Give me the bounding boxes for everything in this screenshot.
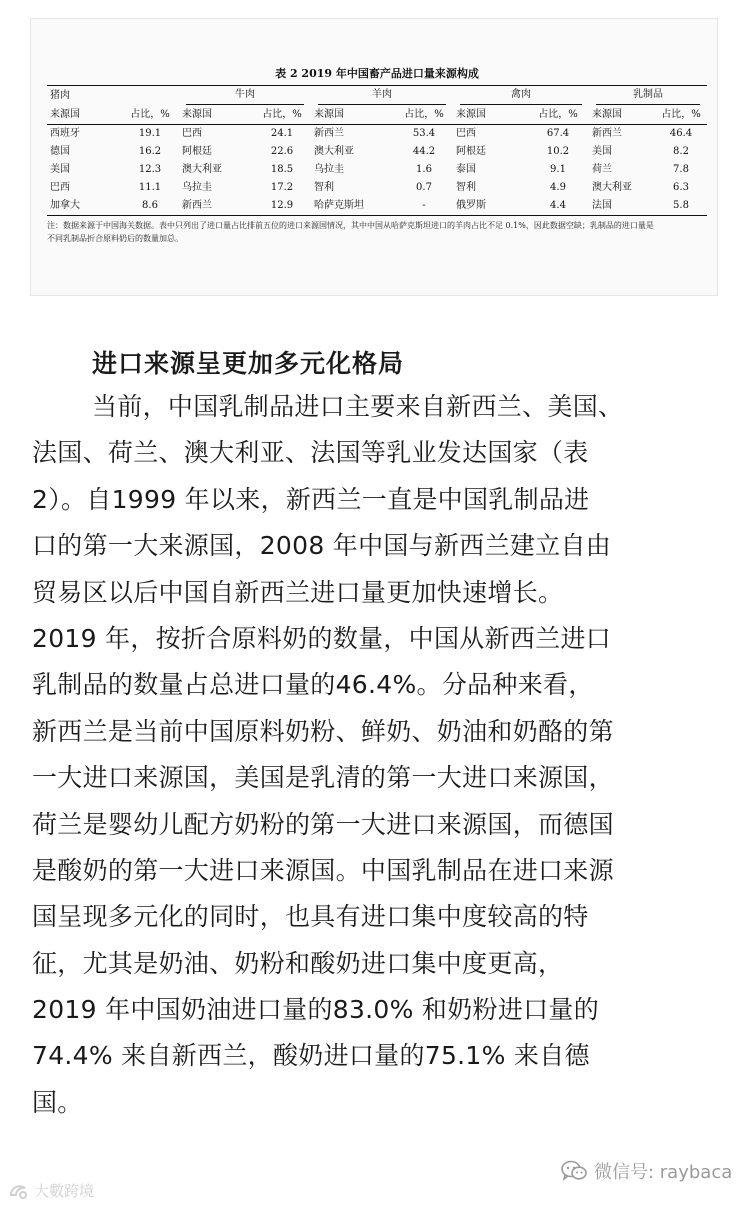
table-row <box>47 161 707 179</box>
category-beef: 牛肉 <box>186 86 304 105</box>
table-cell: 俄罗斯 <box>453 197 527 216</box>
table-cell: 阿根廷 <box>456 146 486 157</box>
table-wrapper <box>47 67 707 245</box>
sub-header-row <box>47 105 707 125</box>
paragraph-line: 国。 <box>32 1087 83 1117</box>
col-header: 来源国 <box>589 105 655 125</box>
table-cell: 17.2 <box>270 182 294 193</box>
table-cell: 7.8 <box>673 164 689 175</box>
table-cell: 18.5 <box>270 164 294 175</box>
paragraph-line: 乳制品的数量占总进口量的46.4%。分品种来看， <box>32 670 594 700</box>
paragraph-line: 贸易区以后中国自新西兰进口量更加快速增长。 <box>32 577 564 607</box>
table-cell: 巴西 <box>456 128 476 139</box>
col-header: 来源国 <box>179 105 253 125</box>
table-cell: 乌拉圭 <box>182 182 212 193</box>
wechat-icon <box>560 1159 588 1183</box>
col-header: 占比，% <box>655 105 707 125</box>
table-cell: 67.4 <box>546 128 570 139</box>
table-cell: 德国 <box>50 146 70 157</box>
table-cell: 澳大利亚 <box>314 146 354 157</box>
table-cell: 澳大利亚 <box>592 182 632 193</box>
table-cell: 11.1 <box>138 182 162 193</box>
table-cell: 8.6 <box>121 197 179 216</box>
source-watermark <box>8 1180 94 1201</box>
table-cell: 哈萨克斯坦 <box>311 197 395 216</box>
paragraph-line: 2019 年中国奶油进口量的83.0% 和奶粉进口量的 <box>32 995 600 1025</box>
table-note-line: 注：数据来源于中国海关数据。表中只列出了进口量占比排前五位的进口来源国情况，其中中国从哈萨克斯坦进口的羊肉占比不足 0.1%，因此数据空缺；乳制品的进口量是 <box>47 221 654 230</box>
table-cell: 5.8 <box>655 197 707 216</box>
table-row <box>47 179 707 197</box>
table-note <box>47 219 707 245</box>
table-cell: 24.1 <box>270 128 294 139</box>
section-heading: 进口来源呈更加多元化格局 <box>92 349 405 378</box>
table-cell: 荷兰 <box>592 164 612 175</box>
table-cell: 巴西 <box>182 128 202 139</box>
table-cell: 9.1 <box>550 164 566 175</box>
table-note-line: 不同乳制品折合原料奶后的数量加总。 <box>47 234 183 243</box>
table-cell: 澳大利亚 <box>182 164 222 175</box>
paragraph-line: 口的第一大来源国，2008 年中国与新西兰建立自由 <box>32 531 612 561</box>
table-cell: 美国 <box>50 164 70 175</box>
table-cell: 智利 <box>456 182 476 193</box>
table-cell: 0.7 <box>416 182 432 193</box>
table-row <box>47 143 707 161</box>
table-cell: 4.4 <box>527 197 589 216</box>
table-cell: 泰国 <box>456 164 476 175</box>
table-cell: 新西兰 <box>592 128 622 139</box>
paragraph-line: 是酸奶的第一大进口来源国。中国乳制品在进口来源 <box>32 855 614 885</box>
table-cell: - <box>395 197 453 216</box>
table-cell: 46.4 <box>669 128 693 139</box>
paragraph-line: 法国、荷兰、澳大利亚、法国等乳业发达国家（表 <box>32 438 589 468</box>
table-cell: 19.1 <box>138 128 162 139</box>
paragraph-line: 2）。自1999 年以来，新西兰一直是中国乳制品进 <box>32 484 590 514</box>
paragraph-line: 征，尤其是奶油、奶粉和酸奶进口集中度更高， <box>32 948 564 978</box>
logo-icon <box>8 1181 30 1201</box>
category-row <box>47 86 707 106</box>
table-title: 表 2 2019 年中国畜产品进口量来源构成 <box>275 67 479 80</box>
import-source-table <box>47 85 707 216</box>
table-cell: 阿根廷 <box>182 146 212 157</box>
article-paragraph <box>32 384 732 1126</box>
table-cell: 新西兰 <box>179 197 253 216</box>
table-cell: 西班牙 <box>50 128 80 139</box>
watermark-text: 大數跨境 <box>34 1182 95 1200</box>
col-header: 来源国 <box>311 105 395 125</box>
table-cell: 美国 <box>592 146 612 157</box>
category-dairy: 乳制品 <box>596 86 700 105</box>
paragraph-line: 国呈现多元化的同时，也具有进口集中度较高的特 <box>32 902 589 932</box>
table-cell: 法国 <box>589 197 655 216</box>
table-cell: 44.2 <box>412 146 436 157</box>
table-row <box>47 125 707 144</box>
col-header: 占比，% <box>395 105 453 125</box>
category-mutton: 羊肉 <box>318 86 446 105</box>
table-cell: 1.6 <box>416 164 432 175</box>
paragraph-line: 新西兰是当前中国原料奶粉、鲜奶、奶油和奶酪的第 <box>32 716 614 746</box>
table-cell: 加拿大 <box>47 197 121 216</box>
table-cell: 53.4 <box>412 128 436 139</box>
table-cell: 22.6 <box>270 146 294 157</box>
category-poultry: 禽肉 <box>460 86 582 105</box>
table-cell: 智利 <box>314 182 334 193</box>
table-cell: 乌拉圭 <box>314 164 344 175</box>
table-cell: 巴西 <box>50 182 70 193</box>
paragraph-line: 2019 年，按折合原料奶的数量，中国从新西兰进口 <box>32 623 612 653</box>
table-cell: 4.9 <box>550 182 566 193</box>
table-figure <box>30 18 718 296</box>
col-header: 来源国 <box>47 105 121 125</box>
paragraph-line: 74.4% 来自新西兰，酸奶进口量的75.1% 来自德 <box>32 1041 590 1071</box>
wechat-id-text: 微信号: raybaca <box>594 1162 733 1183</box>
paragraph-line: 当前，中国乳制品进口主要来自新西兰、美国、 <box>92 392 624 421</box>
category-pork: 猪肉 <box>47 86 121 106</box>
col-header: 来源国 <box>453 105 527 125</box>
table-cell: 新西兰 <box>314 128 344 139</box>
col-header: 占比，% <box>253 105 311 125</box>
paragraph-line: 荷兰是婴幼儿配方奶粉的第一大进口来源国，而德国 <box>32 809 614 839</box>
table-cell: 12.3 <box>138 164 162 175</box>
col-header: 占比，% <box>527 105 589 125</box>
table-cell: 10.2 <box>546 146 570 157</box>
table-cell: 8.2 <box>673 146 689 157</box>
table-cell: 12.9 <box>253 197 311 216</box>
table-cell: 16.2 <box>138 146 162 157</box>
wechat-watermark <box>560 1158 732 1184</box>
paragraph-line: 一大进口来源国，美国是乳清的第一大进口来源国， <box>32 763 614 793</box>
col-header: 占比，% <box>121 105 179 125</box>
table-cell: 6.3 <box>673 182 689 193</box>
table-row <box>47 197 707 216</box>
